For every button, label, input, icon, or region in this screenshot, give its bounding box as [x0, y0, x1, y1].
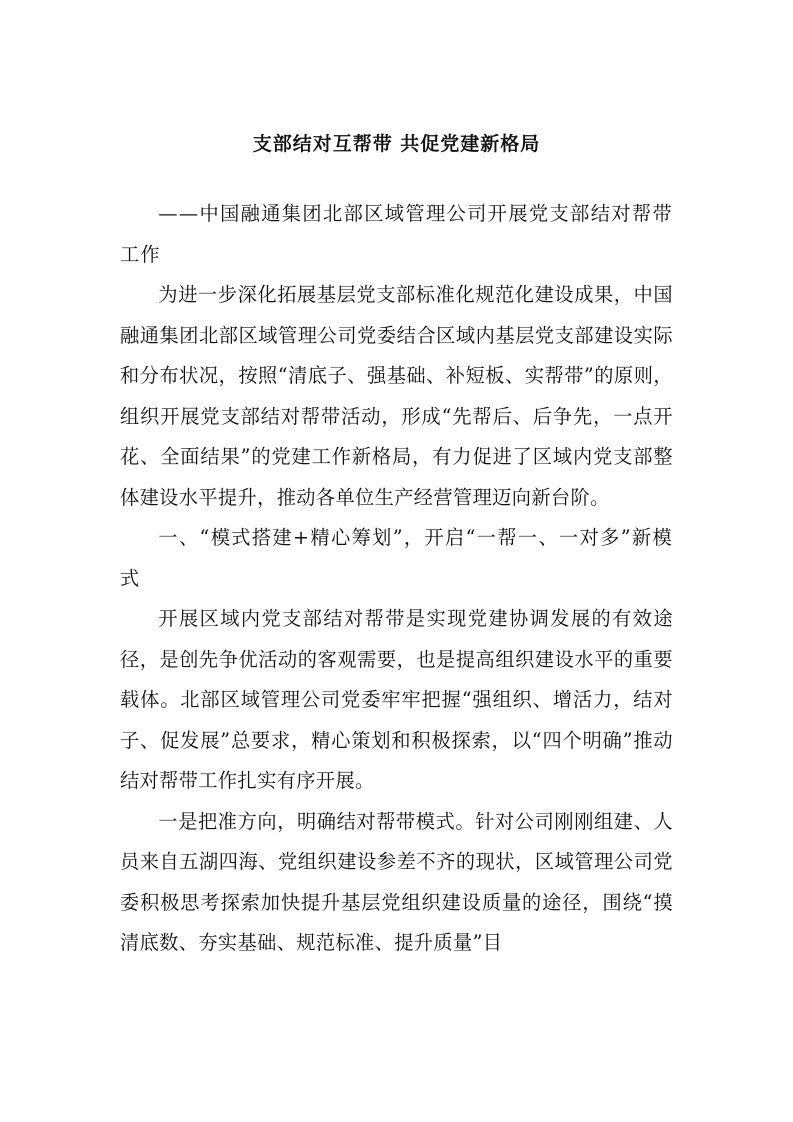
- section-heading-1: 一、“模式搭建+精心筹划”，开启“一帮一、一对多”新模式: [120, 526, 673, 590]
- document-body: [120, 194, 673, 964]
- paragraph-point-1: 一是把准方向，明确结对帮带模式。针对公司刚刚组建、人员来自五湖四海、党组织建设参差不齐的现状，区域管理公司党委积极思考探索加快提升基层党组织建设质量的途径，围绕“摸清底数、夯实基础、规范标准、提升质量”目: [120, 809, 673, 954]
- paragraph-intro: 为进一步深化拓展基层党支部标准化规范化建设成果，中国融通集团北部区域管理公司党委结合区域内基层党支部建设实际和分布状况，按照“清底子、强基础、补短板、实帮带”的原则，组织开展党支部结对帮带活动，形成“先帮后、后争先，一点开花、全面结果”的党建工作新格局，有力促进了区域内党支部整体建设水平提升，推动各单位生产经营管理迈向新台阶。: [120, 283, 673, 509]
- document-subtitle: ——中国融通集团北部区域管理公司开展党支部结对帮带工作: [120, 202, 673, 266]
- paragraph-section-1: 开展区域内党支部结对帮带是实现党建协调发展的有效途径，是创先争优活动的客观需要，也是提高组织建设水平的重要载体。北部区域管理公司党委牢牢把握“强组织、增活力，结对子、促发展”总要求，精心策划和积极探索，以“四个明确”推动结对帮带工作扎实有序开展。: [120, 607, 673, 792]
- document-title: 支部结对互帮带 共促党建新格局: [252, 133, 541, 155]
